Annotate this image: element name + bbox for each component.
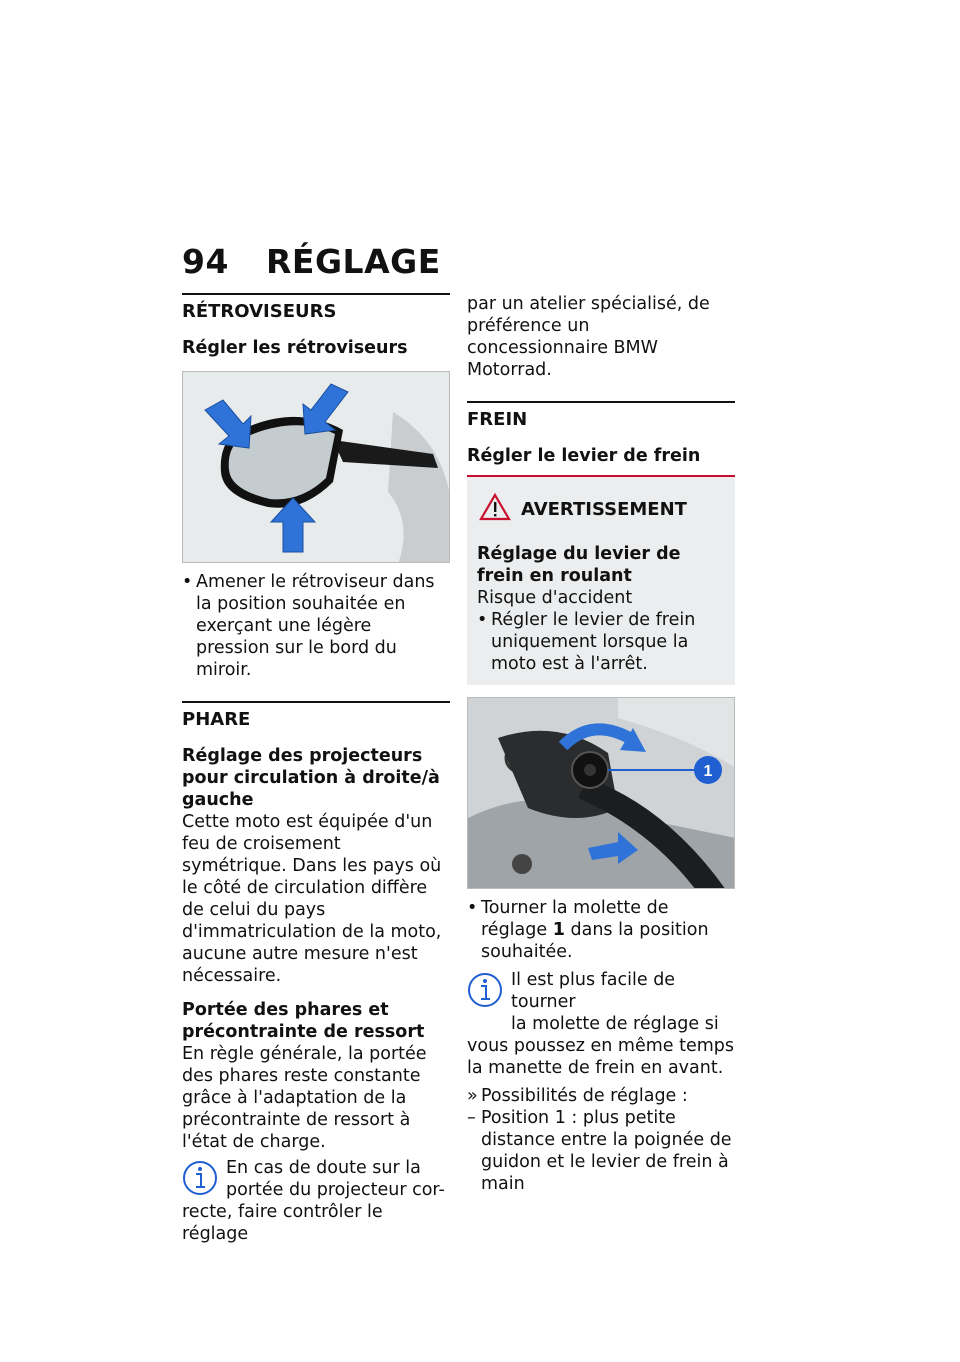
section-phare — [182, 701, 450, 1245]
warning-icon — [479, 493, 511, 527]
list-item: • Amener le rétroviseur dans la position souhaitée en exerçant une légère pression sur le bord du miroir. — [182, 572, 435, 680]
list-item: • Tourner la molette de réglage 1 dans la position souhaitée. — [467, 898, 709, 962]
section-retroviseurs — [182, 293, 450, 681]
list-item: – Position 1 : plus petite distance entre la poignée de guidon et le levier de frein à main — [467, 1108, 732, 1194]
options-text: Possibilités de réglage : — [481, 1086, 688, 1106]
position-text: Position 1 : plus petite distance entre la poignée de guidon et le levier de frein à main — [481, 1108, 732, 1194]
info-icon — [467, 971, 503, 1015]
subsection-title: Portée des phares et précontrainte de ressort — [182, 1000, 425, 1042]
info-note — [182, 1157, 450, 1245]
section-title: RÉTROVISEURS — [182, 301, 337, 322]
bullet-text: Régler le levier de frein uniquement lorsque la moto est à l'arrêt. — [491, 610, 696, 674]
list-item: » Possibilités de réglage : — [467, 1086, 688, 1106]
page-header — [182, 242, 441, 281]
info-rest: recte, faire contrôler le réglage — [182, 1202, 383, 1244]
paragraph: Cette moto est équipée d'un feu de croisement symétrique. Dans les pays où le côté de circulation diffère de celui du pays d'immatriculation de la moto, aucune autre mesure n'est nécessaire. — [182, 812, 442, 986]
subsection-title: Réglage des projecteurs pour circulation à droite/à gauche — [182, 746, 440, 810]
warning-header — [479, 493, 725, 527]
section-frein — [467, 401, 735, 1195]
section-title: PHARE — [182, 709, 251, 730]
left-column — [182, 293, 450, 1245]
right-column — [467, 293, 735, 1195]
warning-box — [467, 477, 735, 685]
warning-heading: Réglage du levier de frein en roulant — [477, 544, 681, 586]
info-note — [467, 969, 735, 1079]
brake-lever-illustration — [468, 698, 735, 889]
bullet-ref-number: 1 — [552, 920, 565, 940]
info-rest: vous poussez en même temps la manette de frein en avant. — [467, 1036, 735, 1078]
subsection-title: Régler les rétroviseurs — [182, 338, 408, 358]
info-line-1: Il est plus facile de tourner — [511, 970, 676, 1012]
warning-risk: Risque d'accident — [477, 588, 633, 608]
page-number: 94 — [182, 242, 229, 281]
info-line-2: la molette de réglage si — [511, 1014, 719, 1034]
subsection-title: Régler le levier de frein — [467, 446, 701, 466]
mirror-illustration — [183, 372, 450, 563]
callout-number: 1 — [703, 763, 713, 780]
bullet-text-a: Tourner la molette de réglage — [481, 898, 669, 940]
section-title: FREIN — [467, 409, 528, 430]
info-line-2: portée du projecteur cor- — [226, 1180, 445, 1200]
bullet-text: Amener le rétroviseur dans la position souhaitée en exerçant une légère pression sur le bord du miroir. — [196, 572, 435, 680]
paragraph-continued: par un atelier spécialisé, de préférence un concessionnaire BMW Motorrad. — [467, 294, 710, 380]
info-icon — [182, 1159, 218, 1203]
info-line-1: En cas de doute sur la — [226, 1158, 421, 1178]
mirror-figure — [182, 371, 450, 563]
bullet-text-b: dans la position souhaitée. — [481, 920, 709, 962]
brake-lever-figure — [467, 697, 735, 889]
paragraph: En règle générale, la portée des phares reste constante grâce à l'adaptation de la précontrainte de ressort à l'état de charge. — [182, 1044, 427, 1152]
chapter-title: RÉGLAGE — [266, 242, 441, 281]
warning-label: AVERTISSEMENT — [521, 499, 687, 520]
list-item: • Régler le levier de frein uniquement lorsque la moto est à l'arrêt. — [477, 610, 696, 674]
